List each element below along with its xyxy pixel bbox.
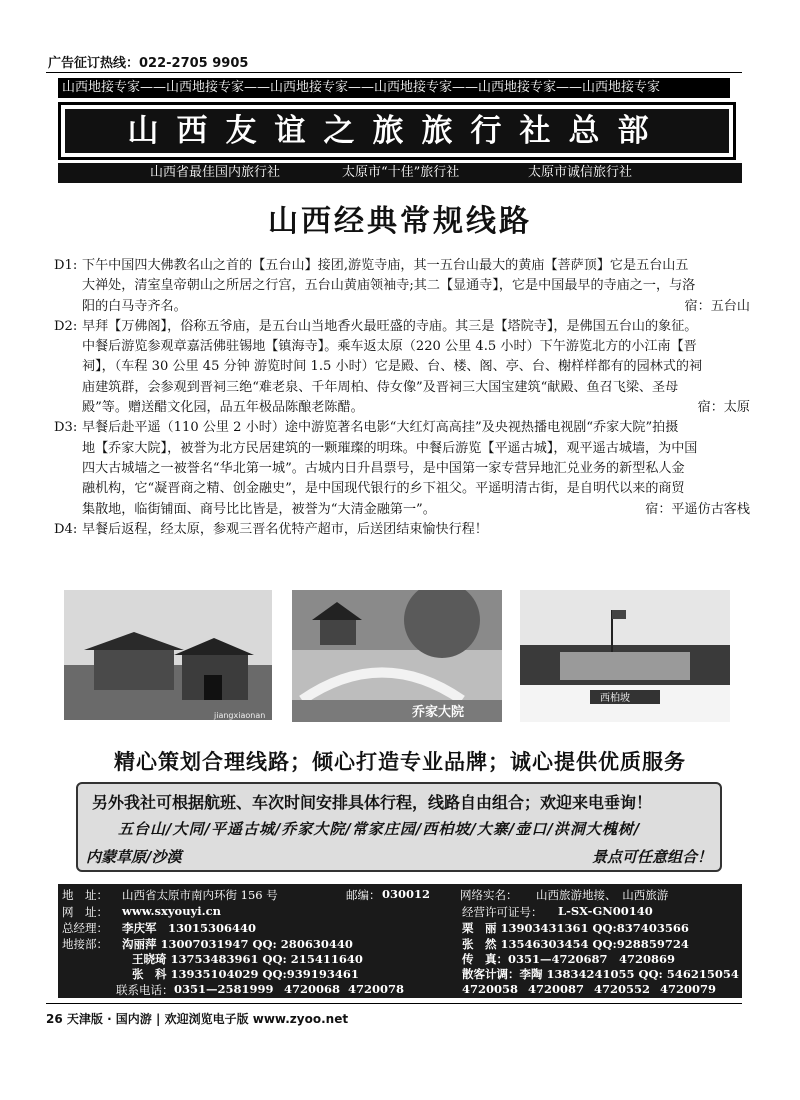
address: 山西省太原市南内环街 156 号: [122, 888, 278, 902]
day-line: 四大古城墙之一被誉名“华北第一城”。古城内日升昌票号，是中国第一家专营异地汇兑业务的新型私人金: [82, 460, 685, 476]
stay-location: 宿：五台山: [684, 298, 750, 314]
route-options-box: [76, 782, 722, 872]
phone-7: 4720079: [660, 982, 717, 996]
ad-hotline: 广告征订热线：022-2705 9905: [48, 56, 249, 71]
route-list-1: 五台山/大同/平遥古城/乔家大院/常家庄园/西柏坡/大寨/壶口/洪洞大槐树/: [118, 820, 641, 838]
day-line: 中餐后游览参观章嘉活佛驻锡地【镇海寺】。乘车返太原（220 公里 4.5 小时）下午游览北方的小江南【晋: [82, 339, 697, 355]
route-combine-note: 景点可任意组合！: [591, 848, 712, 866]
day-label: D2:: [54, 318, 78, 334]
day-label: D1:: [54, 258, 78, 273]
zip-label: 邮编：: [346, 888, 381, 902]
header-rule: [46, 72, 742, 73]
network-label: 网络实名：: [460, 888, 518, 902]
day-line: 集散地，临街铺面、商号比比皆是，被誉为“大清金融第一”。 宿：平遥仿古客栈: [82, 500, 750, 520]
photo-caption: 乔家大院: [412, 705, 465, 720]
network-name: 山西旅游地接、 山西旅游: [536, 888, 669, 902]
license: L-SX-GN00140: [558, 904, 653, 918]
day-3: [54, 418, 750, 519]
company-title-box: [58, 102, 736, 160]
day-1: [54, 256, 750, 317]
zip: 030012: [382, 887, 431, 901]
staff-3: 张 科 13935104029 QQ:939193461: [132, 967, 359, 981]
day-label: D3:: [54, 420, 78, 436]
retail-contact: 散客计调：李陶 13834241055 QQ: 546215054: [462, 967, 739, 981]
route-list-2: 内蒙草原/沙漠: [86, 848, 182, 866]
gm-label: 总经理：: [62, 921, 108, 935]
day-line: 早餐后赴平遥（110 公里 2 小时）途中游览著名电影“大红灯高高挂”及央视热播电视剧“乔家大院”拍摄: [82, 420, 679, 436]
footer-tagline: 欢迎浏览电子版 www.zyoo.net: [164, 1012, 349, 1026]
footer-divider: |: [156, 1012, 161, 1026]
photo-watermark: jiangxiaonan: [214, 711, 266, 720]
banner-strip: 山西地接专家——山西地接专家——山西地接专家——山西地接专家——山西地接专家——山西地接专家: [58, 78, 730, 98]
staff-2: 王晓琦 13753483961 QQ: 215411640: [132, 952, 363, 966]
day-line: 融机构，它“凝晋商之精、创金融史”，是中国现代银行的乡下祖父。平遥明清古街，是自明代以来的商贸: [82, 481, 685, 497]
footer: [46, 1010, 348, 1027]
itinerary: [54, 256, 750, 540]
phone-2: 4720068: [284, 982, 341, 996]
phone-label: 联系电话：: [116, 983, 174, 997]
day-2: [54, 317, 750, 418]
edition: 天津版 · 国内游: [66, 1012, 152, 1026]
website: www.sxyouyi.cn: [122, 904, 222, 918]
day-4: [54, 520, 750, 540]
contact-panel: [58, 884, 742, 998]
footer-rule: [46, 1003, 742, 1004]
day-line: 庙建筑群，会参观到晋祠三绝“难老泉、千年周柏、侍女像”及晋祠三大国宝建筑“献殿、鱼召飞梁、圣母: [82, 379, 679, 395]
honor-1: 山西省最佳国内旅行社: [150, 165, 281, 180]
day-line: 下午中国四大佛教名山之首的【五台山】接团,游览寺庙，其一五台山最大的黄庙【菩萨顶】它是五台山五: [82, 258, 689, 273]
gm: 李庆军 13015306440: [122, 921, 257, 935]
honor-3: 太原市诚信旅行社: [528, 165, 633, 180]
right-staff-2: 张 然 13546303454 QQ:928859724: [462, 937, 689, 951]
honor-2: 太原市“十佳”旅行社: [342, 165, 460, 180]
right-staff-1: 栗 丽 13903431361 QQ:837403566: [462, 921, 689, 935]
photo-pingyao-towers: [64, 590, 272, 720]
staff-1: 沟丽萍 13007031947 QQ: 280630440: [122, 937, 353, 951]
phone-3: 4720078: [348, 982, 405, 996]
day-line: 阳的白马寺齐名。 宿：五台山: [82, 297, 750, 317]
day-line: 早餐后返程，经太原，参观三晋名优特产超市，后送团结束愉快行程！: [82, 521, 488, 537]
honors-strip: [58, 163, 742, 183]
day-label: D4:: [54, 521, 78, 537]
photo-strip: [0, 590, 800, 725]
stay-location: 宿：太原: [697, 400, 750, 416]
address-label: 地 址：: [62, 888, 108, 902]
day-line: 早拜【万佛阁】，俗称五爷庙，是五台山当地香火最旺盛的寺庙。其三是【塔院寺】，是佛国五台山的象征。: [82, 318, 698, 334]
page-number: 26: [46, 1012, 63, 1026]
license-label: 经营许可证号：: [462, 905, 543, 919]
day-line: 地【乔家大院】，被誉为北方民居建筑的一颗璀璨的明珠。中餐后游览【平遥古城】，观平遥古城墙，为中国: [82, 440, 698, 456]
day-line: 殿”等。赠送醋文化园，品五年极品陈酿老陈醋。 宿：太原: [82, 398, 750, 418]
phone-1: 0351—2581999: [174, 982, 274, 996]
day-line: 祠】，（车程 30 公里 45 分钟 游览时间 1.5 小时）它是殿、台、楼、阁、亭、台、榭样样都有的园林式的祠: [82, 359, 703, 375]
photo-xibaipo: [520, 590, 730, 722]
day-line: 大禅处，清室皇帝朝山之所居之行宫，五台山黄庙领袖寺;其二【显通寺】，它是中国最早的寺庙之一，与洛: [82, 278, 696, 294]
company-title: 山西友谊之旅旅行社总部: [65, 109, 729, 153]
phone-5: 4720087: [528, 982, 585, 996]
stay-location: 宿：平遥仿古客栈: [645, 501, 750, 517]
photo-qiao-family-courtyard: [292, 590, 502, 722]
phone-4: 4720058: [462, 982, 519, 996]
website-label: 网 址：: [62, 905, 108, 919]
dept-label: 地接部：: [62, 937, 108, 951]
route-intro: 另外我社可根据航班、车次时间安排具体行程，线路自由组合；欢迎来电垂询！: [92, 793, 653, 812]
fax: 传 真：0351—4720687 4720869: [462, 952, 676, 966]
photo-sign: 西柏坡: [600, 693, 630, 704]
section-title: 山西经典常规线路: [268, 204, 532, 239]
slogan: 精心策划合理线路；倾心打造专业品牌；诚心提供优质服务: [114, 750, 686, 774]
phone-6: 4720552: [594, 982, 651, 996]
